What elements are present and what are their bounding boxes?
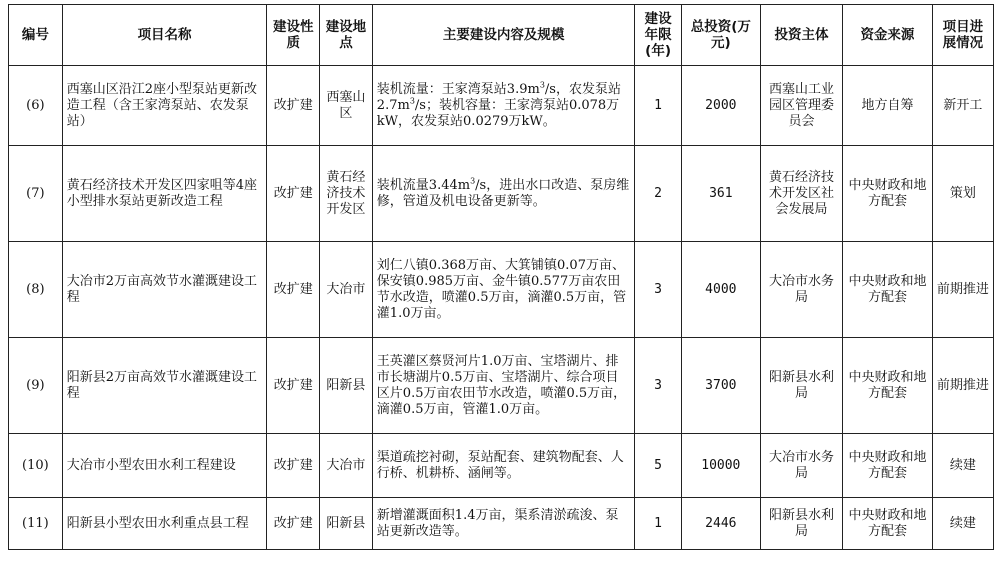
header-progress: 项目进展情况 (932, 5, 993, 66)
header-id: 编号 (9, 5, 63, 66)
row-location: 大冶市 (320, 434, 373, 498)
row-content: 新增灌溉面积1.4万亩，渠系清淤疏浚、泵站更新改造等。 (372, 498, 635, 550)
row-location: 西塞山区 (320, 66, 373, 146)
row-content: 装机流量：王家湾泵站$3.9m^3/s$，农发泵站$2.7m^3/s$；装机容量：王家湾泵站0.078万kW，农发泵站0.0279万kW。 (372, 66, 635, 146)
row-investor: 西塞山工业园区管理委员会 (760, 66, 842, 146)
row-progress: 续建 (932, 498, 993, 550)
row-type: 改扩建 (267, 434, 320, 498)
row-progress: 策划 (932, 146, 993, 242)
header-location: 建设地点 (320, 5, 373, 66)
row-years: 1 (635, 498, 681, 550)
row-content: 刘仁八镇0.368万亩、大箕铺镇0.07万亩、保安镇0.985万亩、金牛镇0.577万亩农田节水改造，喷灌0.5万亩，滴灌0.5万亩，管灌1.0万亩。 (372, 242, 635, 338)
row-name: 大冶市2万亩高效节水灌溉建设工程 (62, 242, 267, 338)
row-investor: 阳新县水利局 (760, 498, 842, 550)
row-investment: 361 (681, 146, 760, 242)
row-funding: 中央财政和地方配套 (843, 242, 933, 338)
row-years: 3 (635, 338, 681, 434)
table-row (9, 242, 994, 338)
row-id: (6) (9, 66, 63, 146)
row-id: (8) (9, 242, 63, 338)
row-type: 改扩建 (267, 338, 320, 434)
row-location: 阳新县 (320, 498, 373, 550)
table-row (9, 498, 994, 550)
row-progress: 续建 (932, 434, 993, 498)
row-content: 装机流量$3.44m^3/s$，进出水口改造、泵房维修，管道及机电设备更新等。 (372, 146, 635, 242)
row-content: 王英灌区蔡贤河片1.0万亩、宝塔湖片、排市长塘湖片0.5万亩、宝塔湖片、综合项目区片0.5万亩农田节水改造，喷灌0.5万亩，滴灌0.5万亩，管灌1.0万亩。 (372, 338, 635, 434)
row-progress: 前期推进 (932, 338, 993, 434)
row-funding: 中央财政和地方配套 (843, 434, 933, 498)
row-progress: 新开工 (932, 66, 993, 146)
row-id: (10) (9, 434, 63, 498)
row-investor: 阳新县水利局 (760, 338, 842, 434)
row-location: 大冶市 (320, 242, 373, 338)
row-years: 2 (635, 146, 681, 242)
row-content: 渠道疏挖衬砌，泵站配套、建筑物配套、人行桥、机耕桥、涵闸等。 (372, 434, 635, 498)
row-id: (7) (9, 146, 63, 242)
table-row (9, 146, 994, 242)
row-type: 改扩建 (267, 498, 320, 550)
row-type: 改扩建 (267, 242, 320, 338)
row-investment: 3700 (681, 338, 760, 434)
row-progress: 前期推进 (932, 242, 993, 338)
row-investor: 黄石经济技术开发区社会发展局 (760, 146, 842, 242)
row-type: 改扩建 (267, 146, 320, 242)
table-row (9, 434, 994, 498)
row-investment: 2446 (681, 498, 760, 550)
row-id: (11) (9, 498, 63, 550)
row-type: 改扩建 (267, 66, 320, 146)
row-name: 阳新县小型农田水利重点县工程 (62, 498, 267, 550)
row-location: 阳新县 (320, 338, 373, 434)
row-investor: 大冶市水务局 (760, 434, 842, 498)
header-investment: 总投资(万元) (681, 5, 760, 66)
header-years: 建设年限(年) (635, 5, 681, 66)
row-name: 阳新县2万亩高效节水灌溉建设工程 (62, 338, 267, 434)
header-content: 主要建设内容及规模 (372, 5, 635, 66)
row-years: 5 (635, 434, 681, 498)
row-id: (9) (9, 338, 63, 434)
row-investment: 4000 (681, 242, 760, 338)
row-name: 黄石经济技术开发区四家咀等4座小型排水泵站更新改造工程 (62, 146, 267, 242)
header-funding: 资金来源 (843, 5, 933, 66)
row-name: 大冶市小型农田水利工程建设 (62, 434, 267, 498)
row-funding: 中央财政和地方配套 (843, 498, 933, 550)
project-table (8, 4, 994, 550)
table-row (9, 66, 994, 146)
row-years: 1 (635, 66, 681, 146)
header-type: 建设性质 (267, 5, 320, 66)
row-years: 3 (635, 242, 681, 338)
row-funding: 地方自筹 (843, 66, 933, 146)
row-funding: 中央财政和地方配套 (843, 146, 933, 242)
row-investment: 2000 (681, 66, 760, 146)
header-investor: 投资主体 (760, 5, 842, 66)
header-name: 项目名称 (62, 5, 267, 66)
header-row (9, 5, 994, 66)
row-investor: 大冶市水务局 (760, 242, 842, 338)
row-location: 黄石经济技术开发区 (320, 146, 373, 242)
row-investment: 10000 (681, 434, 760, 498)
row-funding: 中央财政和地方配套 (843, 338, 933, 434)
row-name: 西塞山区沿江2座小型泵站更新改造工程（含王家湾泵站、农发泵站） (62, 66, 267, 146)
table-row (9, 338, 994, 434)
